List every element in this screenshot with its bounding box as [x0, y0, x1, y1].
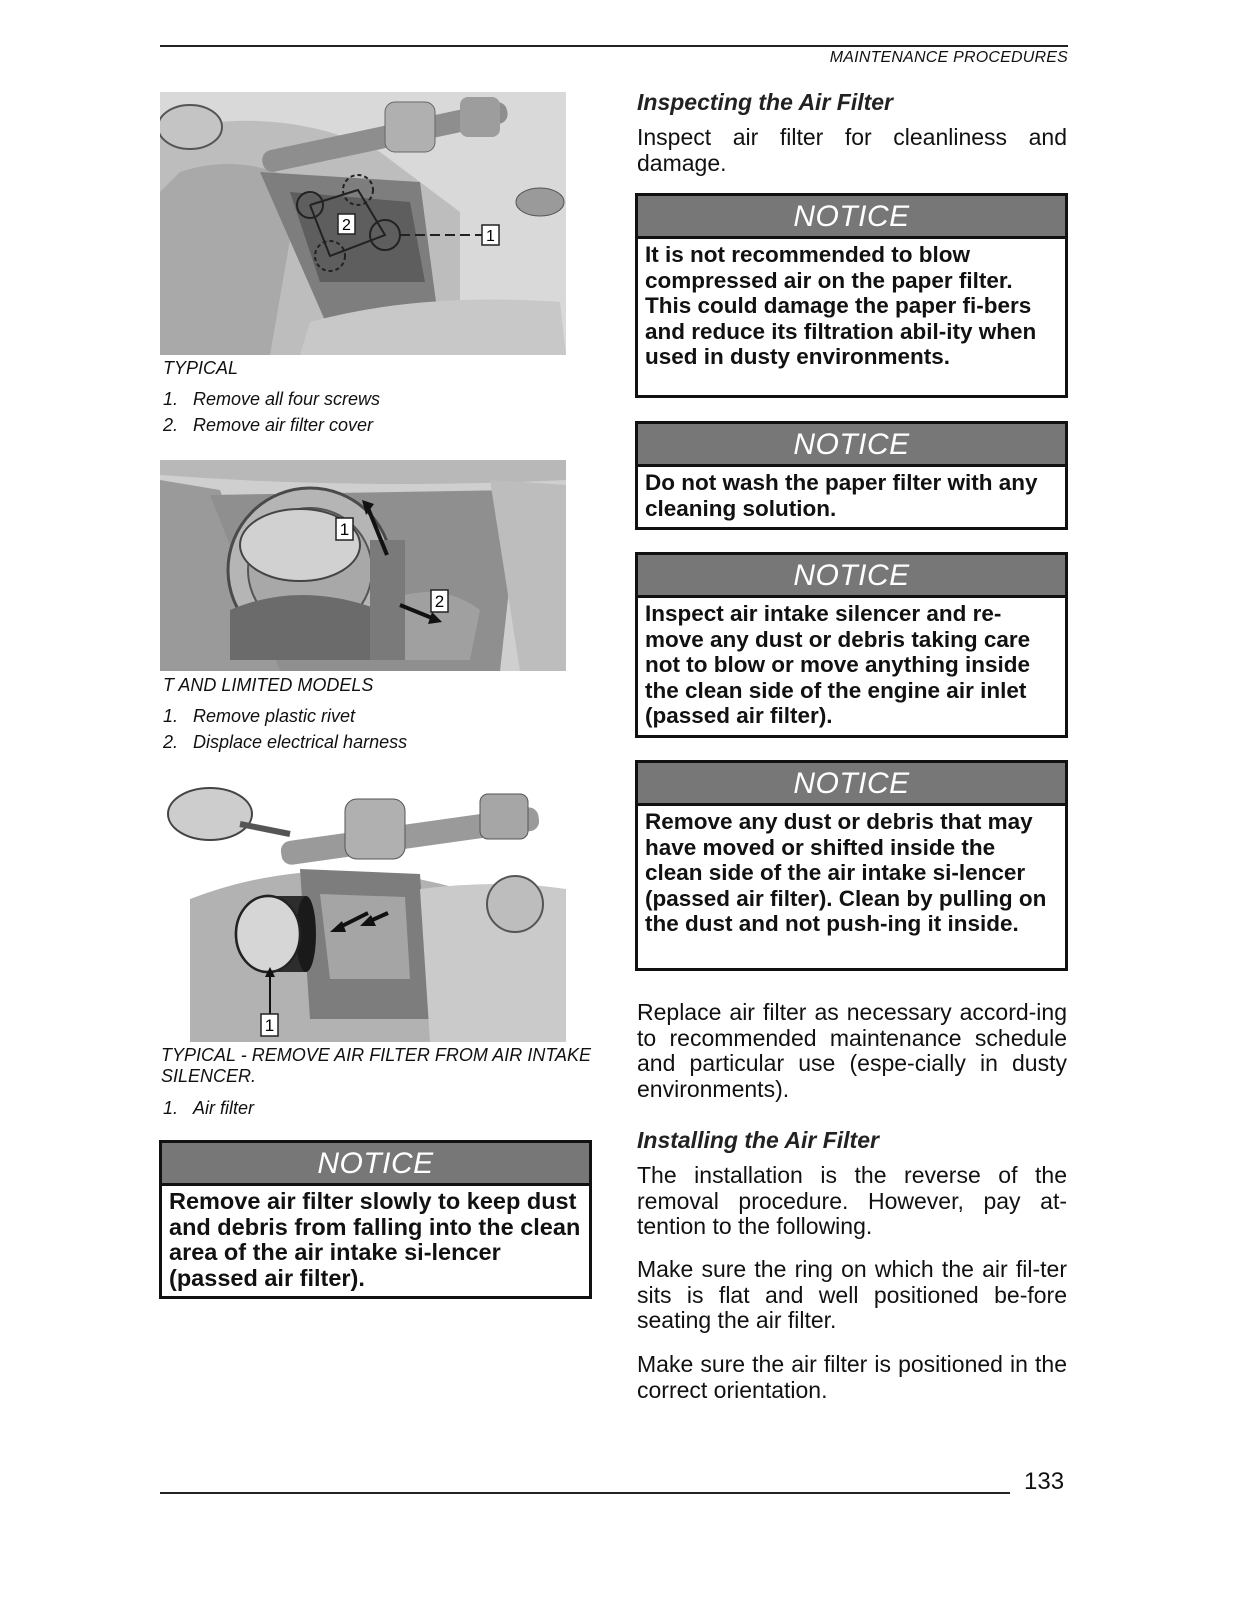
install-paragraph: Make sure the air filter is positioned in the correct orientation. — [637, 1351, 1067, 1403]
notice-title: NOTICE — [162, 1143, 589, 1186]
legend-item: 2. Remove air filter cover — [163, 415, 374, 435]
section-header: MAINTENANCE PROCEDURES — [829, 49, 1068, 66]
legend-item: 2. Displace electrical harness — [163, 732, 408, 752]
fig1-callout-2: 2 — [342, 217, 351, 234]
install-paragraph: The installation is the reverse of the removal procedure. However, pay at-tention to the following. — [637, 1162, 1067, 1239]
notice-text: Remove any dust or debris that may have moved or shifted inside the clean side of the air intake si-lencer (passed air filter). Clean by pulling on the dust and not push-ing it inside. — [645, 809, 1047, 936]
legend-item: 1. Remove all four screws — [163, 389, 381, 409]
legend-item: 1. Air filter — [163, 1098, 255, 1118]
heading-inspecting-air-filter: Inspecting the Air Filter — [637, 89, 894, 115]
heading-installing-air-filter: Installing the Air Filter — [637, 1127, 879, 1153]
figure-3-caption: TYPICAL - REMOVE AIR FILTER FROM AIR INTAKE SILENCER. — [161, 1045, 591, 1086]
header-rule — [160, 45, 1068, 47]
figure-1-legend — [163, 386, 380, 438]
notice-box — [635, 193, 1068, 398]
notice-box — [635, 421, 1068, 530]
fig1-callout-1: 1 — [486, 228, 495, 245]
page-number: 133 — [1024, 1468, 1065, 1495]
figure-2-caption: T AND LIMITED MODELS — [163, 675, 374, 695]
notice-title: NOTICE — [638, 196, 1065, 239]
notice-text: Remove air filter slowly to keep dust and debris from falling into the clean area of the air intake si-lencer (passed air filter). — [169, 1188, 581, 1291]
figure-3-image — [160, 779, 566, 1042]
figure-3-legend — [163, 1095, 254, 1121]
legend-item: 1. Remove plastic rivet — [163, 706, 356, 726]
notice-title: NOTICE — [638, 763, 1065, 806]
notice-box — [635, 552, 1068, 738]
figure-1-image — [160, 92, 566, 355]
figure-2-image — [160, 460, 566, 671]
notice-title: NOTICE — [638, 424, 1065, 467]
notice-box — [159, 1140, 592, 1299]
fig2-callout-2: 2 — [434, 592, 445, 611]
footer-rule — [160, 1492, 1010, 1494]
fig3-callout-1: 1 — [264, 1016, 275, 1035]
notice-text: It is not recommended to blow compressed air on the paper filter. This could damage the paper fi-bers and reduce its filtration abil-ity when used in dusty environments. — [645, 242, 1037, 369]
notice-text: Do not wash the paper filter with any cleaning solution. — [645, 470, 1038, 521]
replace-filter-text: Replace air filter as necessary accord-ing to recommended maintenance schedule and particular use (espe-cially in dusty environments). — [637, 999, 1067, 1102]
fig2-callout-1: 1 — [339, 520, 350, 539]
inspect-intro-text: Inspect air filter for cleanliness and damage. — [637, 124, 1067, 176]
notice-box — [635, 760, 1068, 971]
figure-2-legend — [163, 703, 407, 755]
figure-1-caption: TYPICAL — [163, 358, 239, 378]
install-paragraph: Make sure the ring on which the air fil-ter sits is flat and well positioned be-fore seating the air filter. — [637, 1256, 1067, 1333]
notice-text: Inspect air intake silencer and re-move any dust or debris taking care not to blow or move anything inside the clean side of the engine air inlet (passed air filter). — [645, 601, 1031, 728]
notice-title: NOTICE — [638, 555, 1065, 598]
